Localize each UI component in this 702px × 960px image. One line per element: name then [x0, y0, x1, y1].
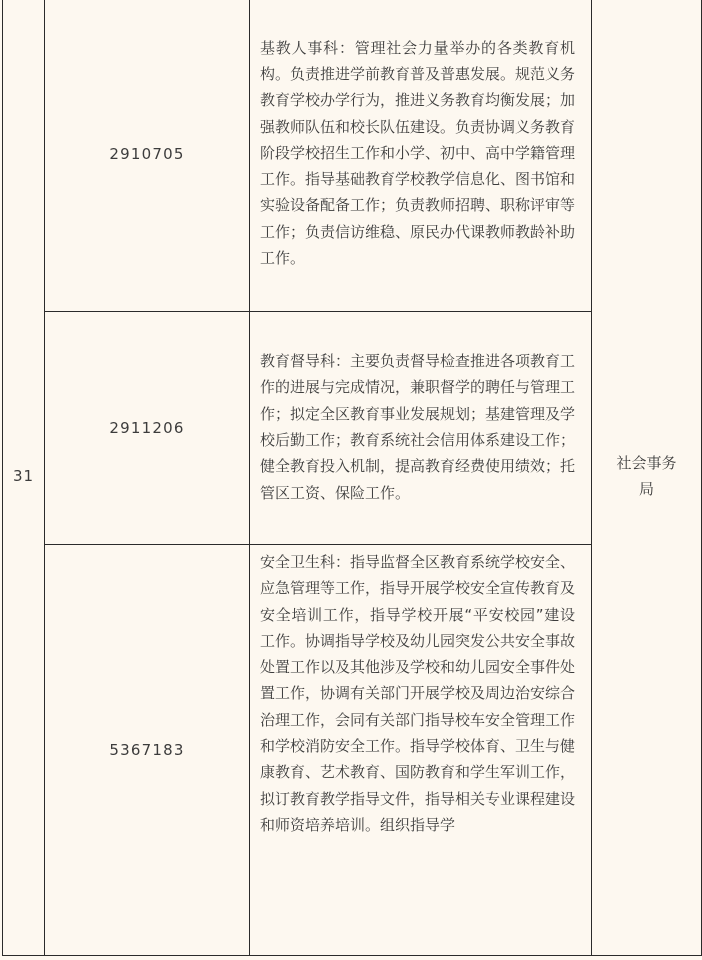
phone-cell: 5367183 — [45, 545, 250, 956]
duty-cell: 基教人事科：管理社会力量举办的各类教育机构。负责推进学前教育普及普惠发展。规范义务教育学校办学行为，推进义务教育均衡发展；加强教师队伍和校长队伍建设。负责协调义务教育阶段学校招生工作和小学、初中、高中学籍管理工作。指导基础教育学校教学信息化、图书馆和实验设备配备工作；负责教师招聘、职称评审等工作；负责信访维稳、原民办代课教师教龄补助工作。 — [250, 0, 592, 312]
duty-cell: 教育督导科：主要负责督导检查推进各项教育工作的进展与完成情况，兼职督学的聘任与管理工作；拟定全区教育事业发展规划；基建管理及学校后勤工作；教育系统社会信用体系建设工作；健全教育投入机制，提高教育经费使用绩效；托管区工资、保险工作。 — [250, 312, 592, 545]
department-cell — [592, 0, 702, 956]
phone-cell: 2910705 — [45, 0, 250, 312]
duty-table — [2, 0, 702, 956]
table-row — [3, 0, 702, 312]
phone-cell: 2911206 — [45, 312, 250, 545]
department-name: 社会事务局 — [616, 454, 677, 498]
seq-number-cell: 31 — [3, 0, 45, 956]
duty-cell: 安全卫生科：指导监督全区教育系统学校安全、应急管理等工作，指导开展学校安全宣传教育及安全培训工作，指导学校开展“平安校园”建设工作。协调指导学校及幼儿园突发公共安全事故处置工作以及其他涉及学校和幼儿园安全事件处置工作，协调有关部门开展学校及周边治安综合治理工作，会同有关部门指导校车安全管理工作和学校消防安全工作。指导学校体育、卫生与健康教育、艺术教育、国防教育和学生军训工作，拟订教育教学指导文件，指导相关专业课程建设和师资培养培训。组织指导学 — [250, 545, 592, 956]
